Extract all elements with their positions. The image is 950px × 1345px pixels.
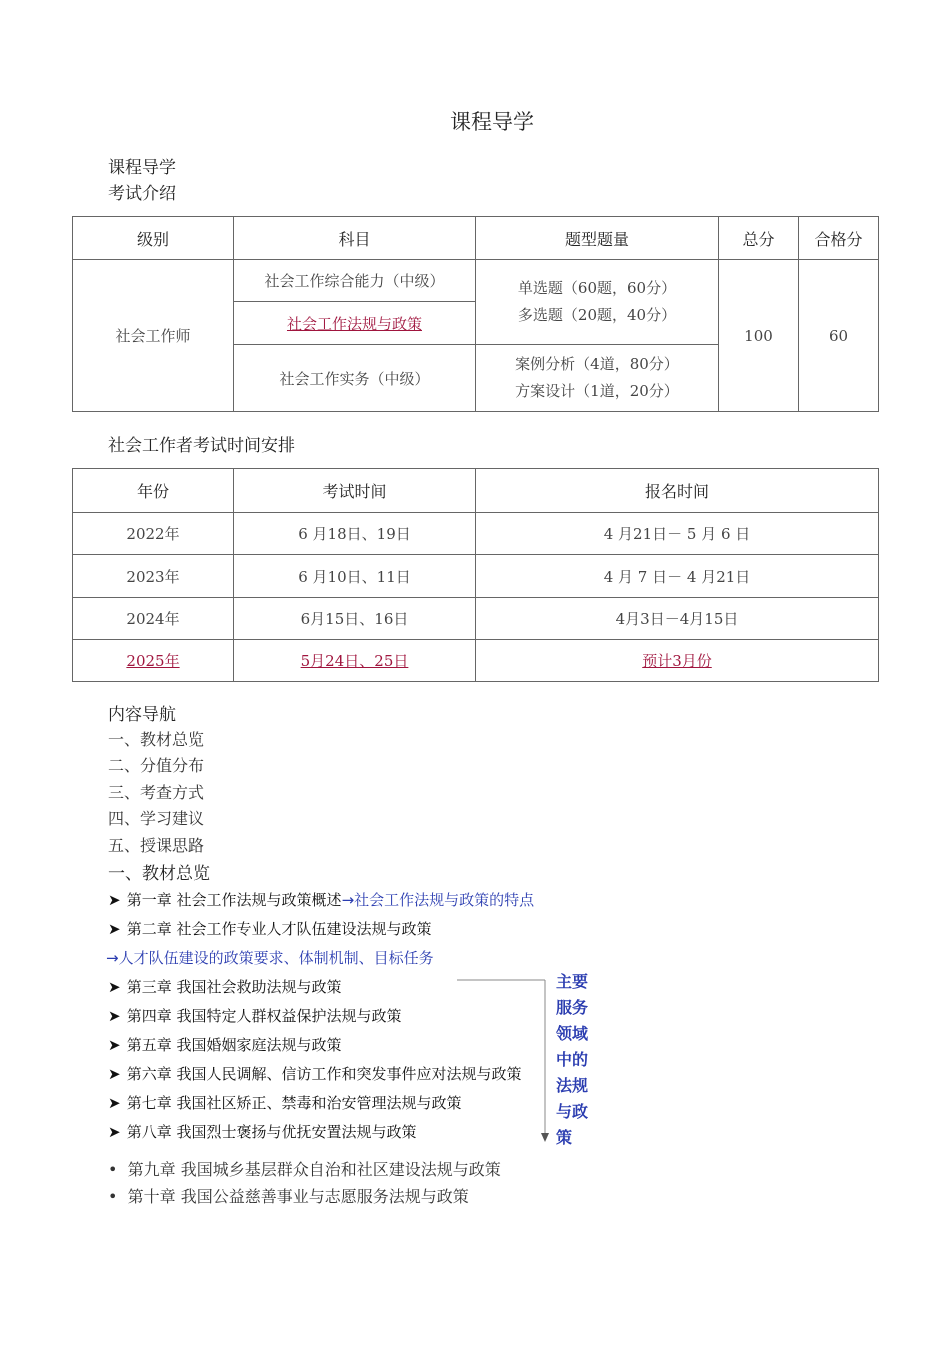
- chapter-item: ➤ 第八章 我国烈士褒扬与优抚安置法规与政策: [108, 1123, 417, 1141]
- subject-link[interactable]: 社会工作法规与政策: [234, 302, 476, 345]
- nav-item[interactable]: 五、授课思路: [108, 836, 205, 855]
- subject-cell: 社会工作实务（中级）: [234, 345, 476, 412]
- exam-time-link[interactable]: 5月24日、25日: [234, 640, 476, 682]
- nav-item[interactable]: 一、教材总览: [108, 730, 205, 749]
- chapter-item: ➤ 第四章 我国特定人群权益保护法规与政策: [108, 1007, 402, 1025]
- chevron-right-icon: ➤: [108, 891, 121, 909]
- subject-cell: 社会工作综合能力（中级）: [234, 260, 476, 302]
- pass-cell: 60: [799, 260, 879, 412]
- type-line: 单选题（60题，60分）: [517, 279, 677, 297]
- sub-title: 课程导学: [108, 158, 176, 178]
- year-cell: 2022年: [73, 513, 234, 555]
- year-link[interactable]: 2025年: [73, 640, 234, 682]
- level-cell: 社会工作师: [73, 260, 234, 412]
- table-row: [73, 598, 879, 640]
- chapter-item: ➤ 第七章 我国社区矫正、禁毒和治安管理法规与政策: [108, 1094, 462, 1112]
- table-row: [73, 640, 879, 682]
- overview-heading: 一、教材总览: [108, 864, 210, 884]
- exam-time-cell: 6月15日、16日: [234, 598, 476, 640]
- exam-time-cell: 6 月10日、11日: [234, 555, 476, 598]
- register-time-cell: 4 月21日－ 5 月 6 日: [476, 513, 879, 555]
- chevron-right-icon: ➤: [108, 1094, 121, 1112]
- register-time-link[interactable]: 预计3月份: [476, 640, 879, 682]
- header-year: 年份: [73, 469, 234, 513]
- chevron-right-icon: ➤: [108, 920, 121, 938]
- exam-table: [72, 216, 879, 412]
- nav-heading: 内容导航: [108, 705, 176, 725]
- header-level: 级别: [73, 217, 234, 260]
- chapter-note: →社会工作法规与政策的特点: [341, 891, 535, 909]
- header-types: 题型题量: [476, 217, 719, 260]
- bullet-dot-icon: •: [108, 1160, 128, 1179]
- type-line: 方案设计（1道，20分）: [515, 382, 679, 400]
- header-subject: 科目: [234, 217, 476, 260]
- nav-item[interactable]: 四、学习建议: [108, 809, 205, 828]
- bracket-arrow-icon: [455, 975, 555, 1150]
- bullet-item: • 第十章 我国公益慈善事业与志愿服务法规与政策: [108, 1187, 469, 1206]
- schedule-table: [72, 468, 879, 682]
- chevron-right-icon: ➤: [108, 1065, 121, 1083]
- chapter-item: ➤ 第五章 我国婚姻家庭法规与政策: [108, 1036, 342, 1054]
- exam-intro-heading: 考试介绍: [108, 184, 176, 204]
- table-row: [73, 555, 879, 598]
- header-exam-time: 考试时间: [234, 469, 476, 513]
- header-register-time: 报名时间: [476, 469, 879, 513]
- chapter-item: ➤ 第一章 社会工作法规与政策概述→社会工作法规与政策的特点: [108, 891, 535, 909]
- type-line: 案例分析（4道，80分）: [515, 355, 679, 373]
- chapter-item: ➤ 第二章 社会工作专业人才队伍建设法规与政策: [108, 920, 432, 938]
- chapter-item: ➤ 第三章 我国社会救助法规与政策: [108, 978, 342, 996]
- chevron-right-icon: ➤: [108, 1123, 121, 1141]
- chevron-right-icon: ➤: [108, 978, 121, 996]
- schedule-heading: 社会工作者考试时间安排: [108, 436, 295, 456]
- table-row: [73, 513, 879, 555]
- type-line: 多选题（20题，40分）: [517, 306, 677, 324]
- types-cell-a: [476, 260, 719, 345]
- register-time-cell: 4 月 7 日－ 4 月21日: [476, 555, 879, 598]
- exam-time-cell: 6 月18日、19日: [234, 513, 476, 555]
- bullet-item: • 第九章 我国城乡基层群众自治和社区建设法规与政策: [108, 1160, 501, 1179]
- header-total: 总分: [719, 217, 799, 260]
- bullet-dot-icon: •: [108, 1187, 128, 1206]
- nav-item[interactable]: 二、分值分布: [108, 756, 205, 775]
- year-cell: 2023年: [73, 555, 234, 598]
- chapter-item: ➤ 第六章 我国人民调解、信访工作和突发事件应对法规与政策: [108, 1065, 522, 1083]
- nav-item[interactable]: 三、考查方式: [108, 783, 205, 802]
- types-cell-b: [476, 345, 719, 412]
- side-note: 主要服务领域中的法规与政策: [556, 972, 589, 1147]
- register-time-cell: 4月3日－4月15日: [476, 598, 879, 640]
- chevron-right-icon: ➤: [108, 1007, 121, 1025]
- total-cell: 100: [719, 260, 799, 412]
- year-cell: 2024年: [73, 598, 234, 640]
- chapter2-note: →人才队伍建设的政策要求、体制机制、目标任务: [106, 949, 434, 967]
- header-pass: 合格分: [799, 217, 879, 260]
- page-title: 课程导学: [450, 110, 534, 134]
- chevron-right-icon: ➤: [108, 1036, 121, 1054]
